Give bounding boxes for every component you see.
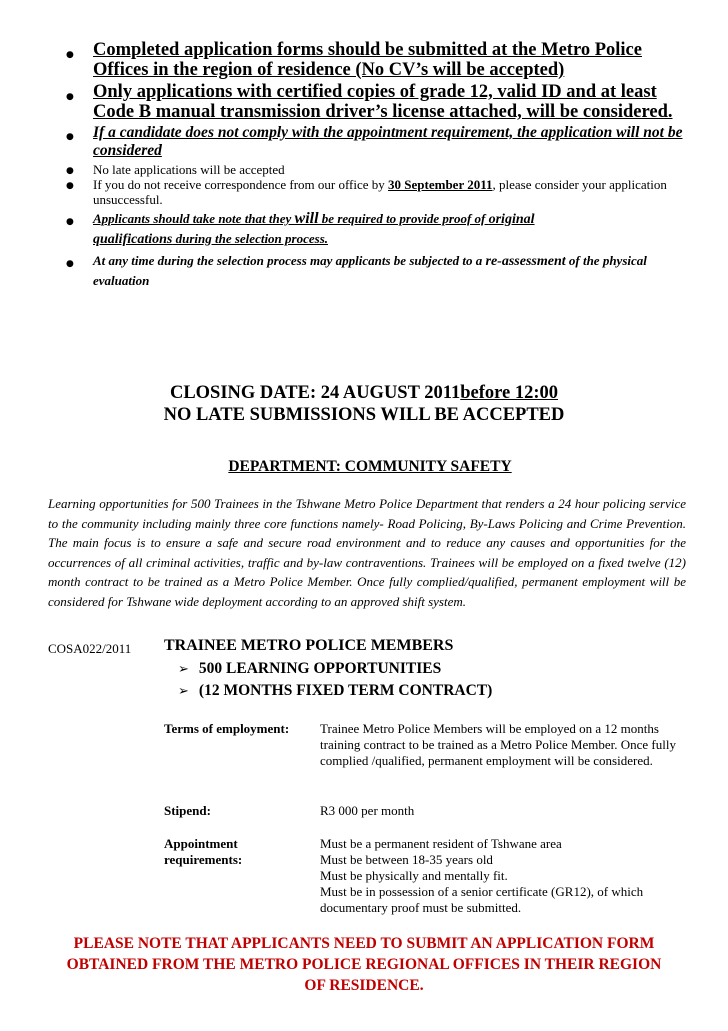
list-item xyxy=(66,209,686,249)
intro-paragraph: Learning opportunities for 500 Trainees in the Tshwane Metro Police Department that renders a 24 hour policing service to the community including mainly three core functions namely- Road Policing, By-Laws Policing and Crime Prevention. The main focus is to ensure a safe and secure road environment and to reduce any causes and opportunities for the occurrences of all criminal activities, traffic and by-law contraventions. Trainees will be employed on a fixed twelve (12) month contract to be trained as a Metro Police Member. Once fully complied/qualified, permanent employment will be considered for Tshwane wide deployment according to an approved shift system. xyxy=(48,496,686,609)
arrow-bullet-icon: ➢ xyxy=(178,662,189,677)
requirements-bullet-list xyxy=(66,40,686,290)
bullet-text: during the selection process. xyxy=(172,231,329,246)
emphasis-original: original xyxy=(488,212,535,227)
sub-item-opportunities: ➢ 500 LEARNING OPPORTUNITIES xyxy=(178,660,442,677)
appointment-label: Appointment requirements: xyxy=(164,836,243,867)
deadline-date: 30 September 2011 xyxy=(388,177,493,192)
list-item xyxy=(66,162,686,177)
requirement-item: Must be physically and mentally fit. xyxy=(320,868,508,883)
list-item xyxy=(66,40,686,80)
stipend-label: Stipend: xyxy=(164,803,211,818)
bullet-dot-icon: ● xyxy=(66,181,74,191)
bullet-dot-icon: ● xyxy=(66,92,74,102)
bullet-text: If you do not receive correspondence from our office by xyxy=(93,177,389,192)
emphasis-qualifications: qualifications xyxy=(93,232,173,247)
bullet-dot-icon: ● xyxy=(66,259,74,269)
bullet-text: No late applications will be accepted xyxy=(93,162,285,177)
bullet-dot-icon: ● xyxy=(66,50,74,60)
terms-label: Terms of employment: xyxy=(164,721,290,736)
sub-item-contract: ➢ (12 MONTHS FIXED TERM CONTRACT) xyxy=(178,682,493,699)
no-late-submissions: NO LATE SUBMISSIONS WILL BE ACCEPTED xyxy=(163,405,565,425)
bullet-dot-icon: ● xyxy=(66,217,74,227)
appointment-requirements xyxy=(320,836,700,916)
list-item xyxy=(66,124,686,160)
bullet-dot-icon: ● xyxy=(66,166,74,176)
closing-date: CLOSING DATE: 24 AUGUST 2011before 12:00 xyxy=(169,383,559,403)
list-item xyxy=(66,251,686,290)
application-notice: PLEASE NOTE THAT APPLICANTS NEED TO SUBMIT AN APPLICATION FORM OBTAINED FROM THE METRO POLICE REGIONAL OFFICES IN THEIR REGION OF RESIDENCE. xyxy=(66,935,662,994)
stipend-value: R3 000 per month xyxy=(320,803,415,818)
bullet-dot-icon: ● xyxy=(66,132,74,142)
bullet-text: If a candidate does not comply with the appointment requirement, the application will not be considered xyxy=(93,124,683,159)
arrow-bullet-icon: ➢ xyxy=(178,684,189,699)
bullet-text: , please consider your application unsuccessful. xyxy=(93,177,667,207)
emphasis-will: will xyxy=(294,210,319,227)
requirement-item: Must be between 18-35 years old xyxy=(320,852,493,867)
emphasis-reassessment: re-assessment xyxy=(485,254,566,269)
list-item xyxy=(66,82,686,122)
closing-time: before 12:00 xyxy=(460,383,559,403)
requirement-item: Must be a permanent resident of Tshwane area xyxy=(320,836,562,851)
requirement-item: Must be in possession of a senior certificate (GR12), of which documentary proof must be submitted. xyxy=(320,884,644,915)
list-item xyxy=(66,177,686,207)
bullet-text: Completed application forms should be submitted at the Metro Police Offices in the region of residence (No CV’s will be accepted) xyxy=(93,40,642,80)
bullet-text: Only applications with certified copies of grade 12, valid ID and at least Code B manual transmission driver’s license attached, will be considered. xyxy=(93,82,673,122)
bullet-text: of the physical evaluation xyxy=(93,253,647,288)
bullet-text: Applicants should take note that they xyxy=(93,211,295,226)
post-title: TRAINEE METRO POLICE MEMBERS xyxy=(164,637,454,654)
post-reference: COSA022/2011 xyxy=(48,641,132,656)
department-heading: DEPARTMENT: COMMUNITY SAFETY xyxy=(228,458,512,475)
terms-value: Trainee Metro Police Members will be employed on a 12 months training contract to be trained as a Metro Police Member. Once fully complied /qualified, permanent employment will be considered. xyxy=(320,721,676,768)
bullet-text: At any time during the selection process may applicants be subjected to a xyxy=(93,253,486,268)
bullet-text: be required to provide proof of xyxy=(318,211,489,226)
